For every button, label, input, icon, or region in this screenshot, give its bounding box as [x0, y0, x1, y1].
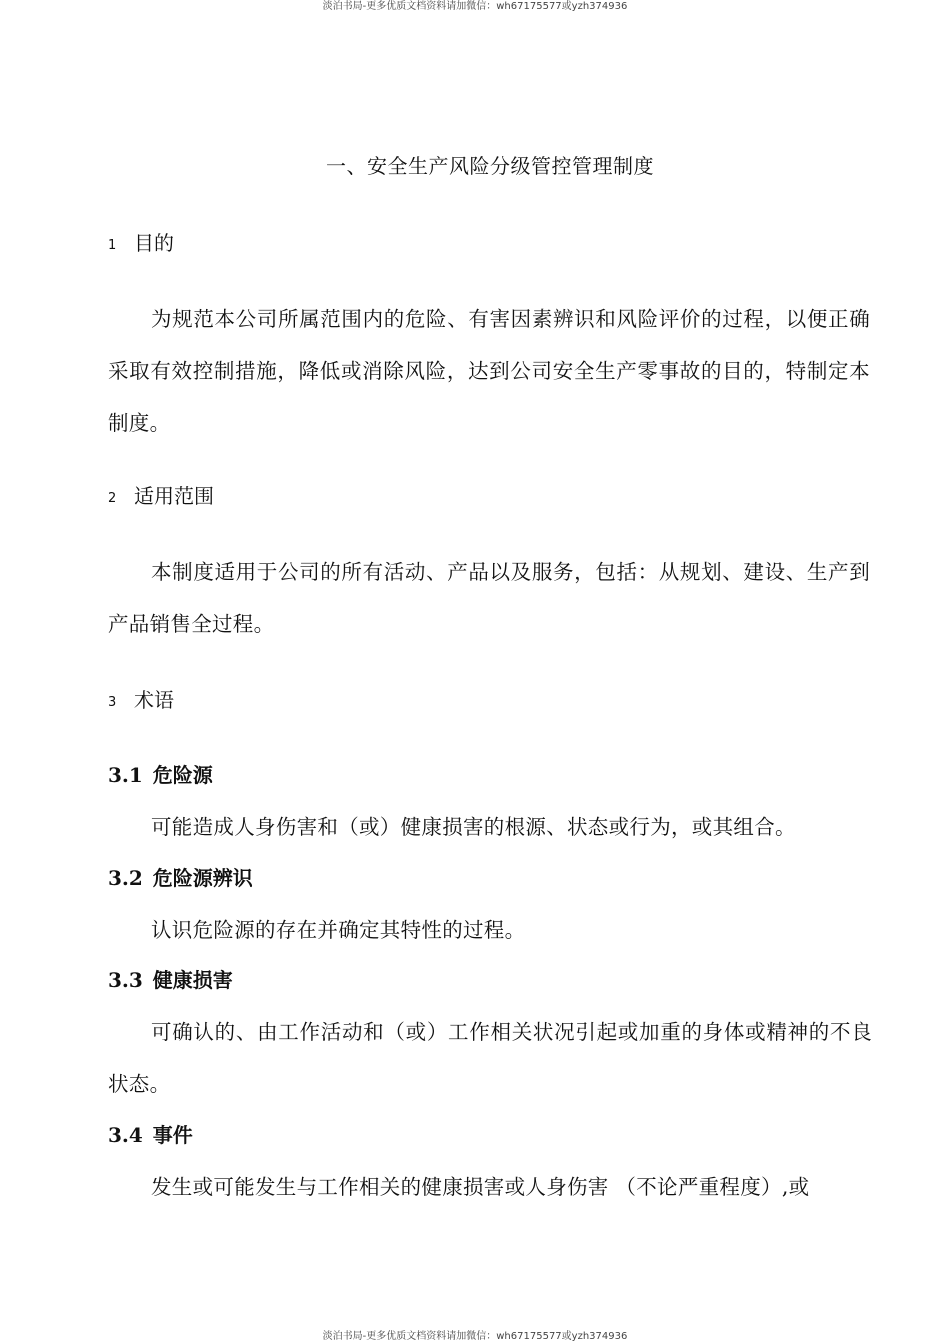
section-title: 适用范围: [134, 484, 214, 508]
term-number: 3.4: [108, 1123, 143, 1147]
page-title: 一、安全生产风险分级管控管理制度: [326, 154, 654, 178]
section-number: 2: [108, 491, 117, 506]
term-definition: 可确认的、由工作活动和（或）工作相关状况引起或加重的身体或精神的不良状态。: [108, 1020, 872, 1096]
term-name: 健康损害: [152, 968, 233, 992]
term-number: 3.3: [108, 968, 143, 992]
section-body-purpose: 为规范本公司所属范围内的危险、有害因素辨识和风险评价的过程，以便正确采取有效控制措施，降低或消除风险，达到公司安全生产零事故的目的，特制定本制度。: [108, 307, 870, 435]
term-name: 事件: [152, 1123, 193, 1147]
section-number: 1: [108, 238, 117, 253]
section-heading-purpose: [108, 229, 174, 260]
section-title: 术语: [134, 688, 174, 712]
section-body-scope: 本制度适用于公司的所有活动、产品以及服务，包括：从规划、建设、生产到产品销售全过程。: [108, 560, 870, 636]
term-number: 3.1: [108, 763, 143, 787]
term-definition: 可能造成人身伤害和（或）健康损害的根源、状态或行为，或其组合。: [151, 815, 796, 839]
watermark-bottom: 淡泊书局-更多优质文档资料请加微信：wh67175577或yzh374936: [322, 1331, 628, 1342]
section-heading-scope: [108, 482, 214, 513]
watermark-top: 淡泊书局-更多优质文档资料请加微信：wh67175577或yzh374936: [322, 1, 628, 12]
term-heading: [108, 966, 233, 994]
term-heading: [108, 761, 213, 789]
term-definition: 发生或可能发生与工作相关的健康损害或人身伤害 （不论严重程度）,或: [151, 1175, 810, 1199]
term-heading: [108, 1121, 193, 1149]
section-heading-terms: [108, 686, 174, 717]
section-number: 3: [108, 695, 117, 710]
term-number: 3.2: [108, 866, 143, 890]
term-name: 危险源辨识: [152, 866, 253, 890]
term-heading: [108, 864, 253, 892]
term-definition: 认识危险源的存在并确定其特性的过程。: [151, 918, 526, 942]
section-title: 目的: [134, 231, 174, 255]
term-name: 危险源: [152, 763, 213, 787]
